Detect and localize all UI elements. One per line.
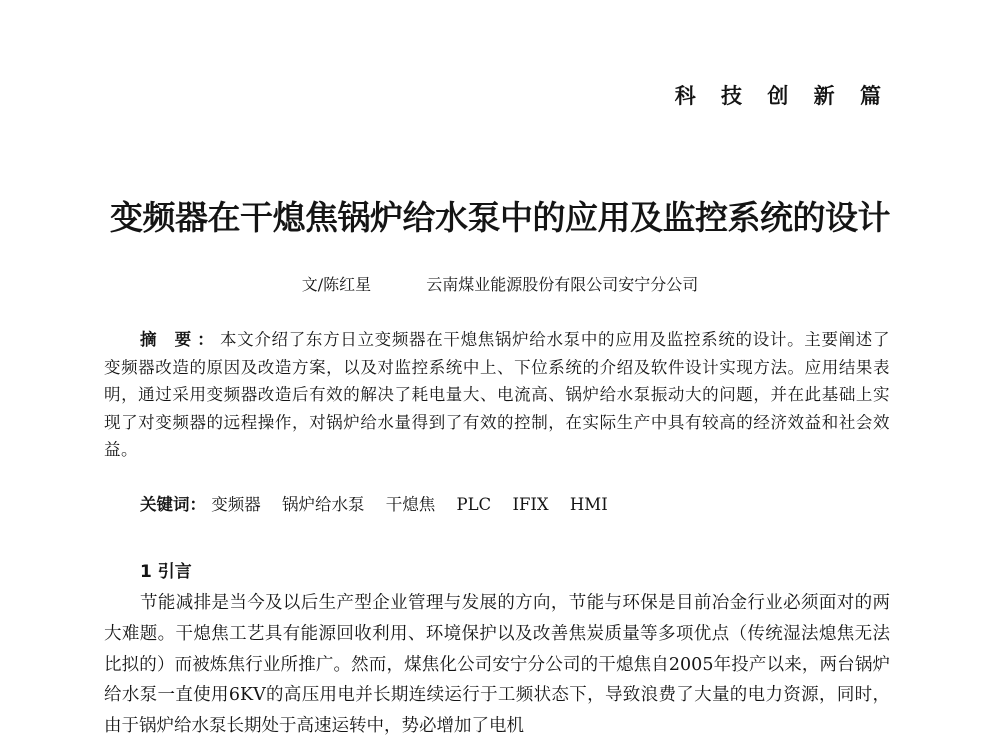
author: 文/陈红星	[301, 275, 372, 294]
keyword: 锅炉给水泵	[282, 495, 365, 514]
abstract-label: 摘 要：	[140, 330, 220, 349]
section-heading: 1 引言	[140, 562, 192, 582]
keywords	[140, 491, 900, 515]
abstract-text: 本文介绍了东方日立变频器在干熄焦锅炉给水泵中的应用及监控系统的设计。主要阐述了变频器改造的原因及改造方案，以及对监控系统中上、下位系统的介绍及软件设计实现方法。应用结果表明，通过采用变频器改造后有效的解决了耗电量大、电流高、锅炉给水泵振动大的问题，并在此基础上实现了对变频器的远程操作，对锅炉给水量得到了有效的控制，在实际生产中具有较高的经济效益和社会效益。	[104, 330, 890, 460]
keyword: HMI	[569, 495, 608, 514]
keywords-label: 关键词：	[140, 495, 206, 514]
keyword: 变频器	[211, 495, 261, 514]
article-title: 变频器在干熄焦锅炉给水泵中的应用及监控系统的设计	[110, 198, 890, 237]
keyword: IFIX	[512, 495, 549, 514]
keyword: PLC	[456, 495, 492, 514]
affiliation: 云南煤业能源股份有限公司安宁分公司	[426, 275, 699, 294]
section-tag: 科 技 创 新 篇	[674, 84, 890, 108]
intro-paragraph: 节能减排是当今及以后生产型企业管理与发展的方向，节能与环保是目前冶金行业必须面对的两大难题。干熄焦工艺具有能源回收利用、环境保护以及改善焦炭质量等多项优点（传统湿法熄焦无法比拟的）而被炼焦行业所推广。然而，煤焦化公司安宁分公司的干熄焦自2005年投产以来，两台锅炉给水泵一直使用6KV的高压用电并长期连续运行于工频状态下，导致浪费了大量的电力资源，同时，由于锅炉给水泵长期处于高速运转中，势必增加了电机	[104, 593, 890, 737]
keyword: 干熄焦	[385, 495, 436, 514]
byline	[0, 272, 1000, 295]
abstract	[104, 326, 890, 464]
